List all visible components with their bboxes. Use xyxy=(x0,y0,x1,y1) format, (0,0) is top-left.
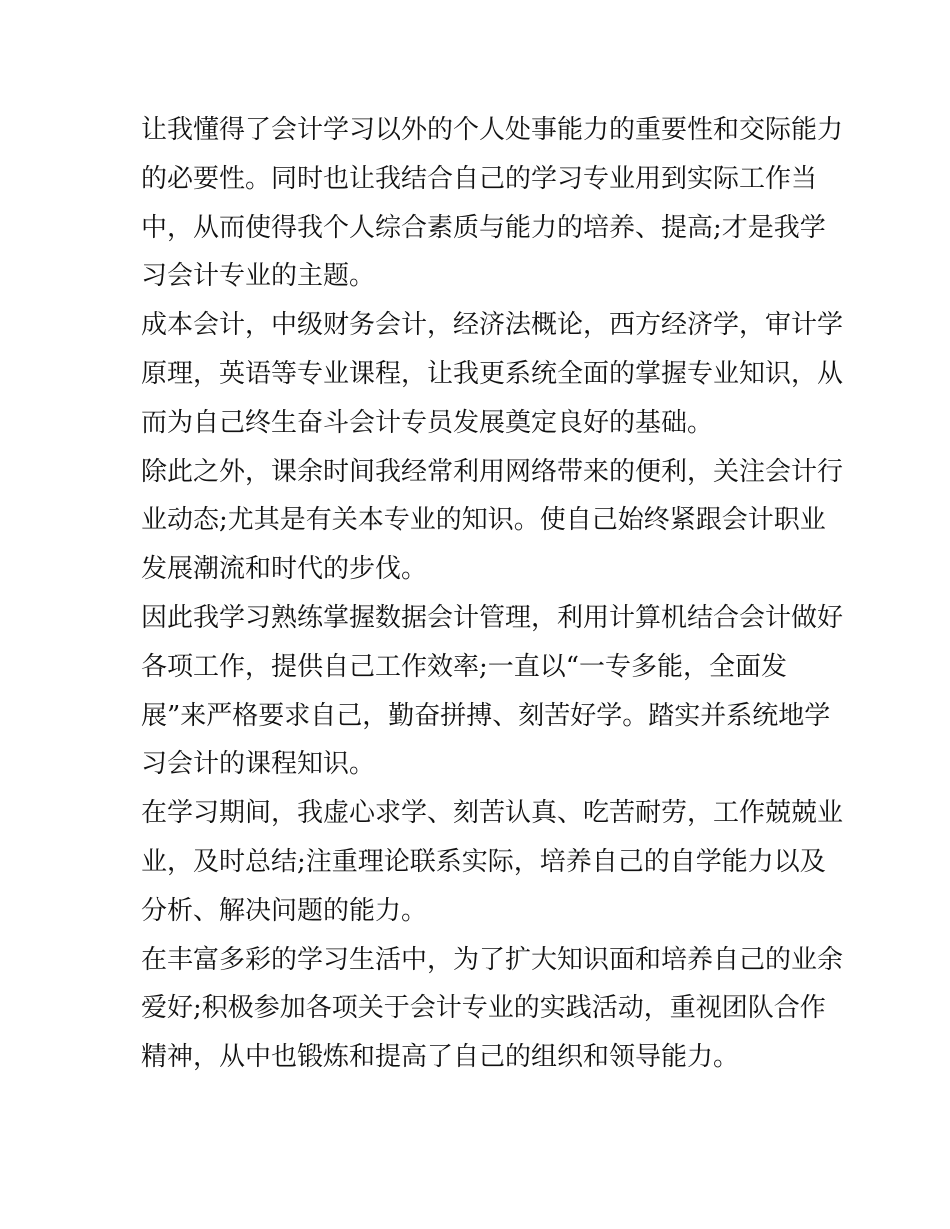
document-body xyxy=(141,106,844,1082)
text-line: 爱好;积极参加各项关于会计专业的实践活动，重视团队合作 xyxy=(141,993,826,1024)
text-line: 因此我学习熟练掌握数据会计管理，利用计算机结合会计做好 xyxy=(141,602,844,633)
text-line: 习会计的课程知识。 xyxy=(141,749,376,780)
text-line: 精神，从中也锻炼和提高了自己的组织和领导能力。 xyxy=(141,1042,740,1073)
paragraph-2 xyxy=(141,301,844,447)
text-line: 在丰富多彩的学习生活中，为了扩大知识面和培养自己的业余 xyxy=(141,944,844,975)
paragraph-4 xyxy=(141,594,844,789)
paragraph-3 xyxy=(141,448,844,594)
paragraph-5 xyxy=(141,789,844,935)
text-line: 发展潮流和时代的步伐。 xyxy=(141,554,428,585)
text-line: 在学习期间，我虚心求学、刻苦认真、吃苦耐劳，工作兢兢业 xyxy=(141,798,844,829)
text-line: 展”来严格要求自己，勤奋拼搏、刻苦好学。踏实并系统地学 xyxy=(141,700,831,731)
text-line: 让我懂得了会计学习以外的个人处事能力的重要性和交际能力 xyxy=(141,115,844,145)
text-line: 成本会计，中级财务会计，经济法概论，西方经济学，审计学 xyxy=(141,310,844,341)
paragraph-6 xyxy=(141,936,844,1082)
text-line: 中，从而使得我个人综合素质与能力的培养、提高;才是我学 xyxy=(141,212,826,243)
text-line: 的必要性。同时也让我结合自己的学习专业用到实际工作当 xyxy=(141,163,818,194)
text-line: 业动态;尤其是有关本专业的知识。使自己始终紧跟会计职业 xyxy=(141,505,826,536)
paragraph-1 xyxy=(141,106,844,301)
text-line: 而为自己终生奋斗会计专员发展奠定良好的基础。 xyxy=(141,407,714,438)
text-line: 除此之外，课余时间我经常利用网络带来的便利，关注会计行 xyxy=(141,456,844,487)
text-line: 原理，英语等专业课程，让我更系统全面的掌握专业知识，从 xyxy=(141,358,844,389)
text-line: 分析、解决问题的能力。 xyxy=(141,895,428,926)
text-line: 业，及时总结;注重理论联系实际，培养自己的自学能力以及 xyxy=(141,846,826,877)
text-line: 习会计专业的主题。 xyxy=(141,261,376,292)
text-line: 各项工作，提供自己工作效率;一直以“一专多能，全面发 xyxy=(141,651,788,682)
